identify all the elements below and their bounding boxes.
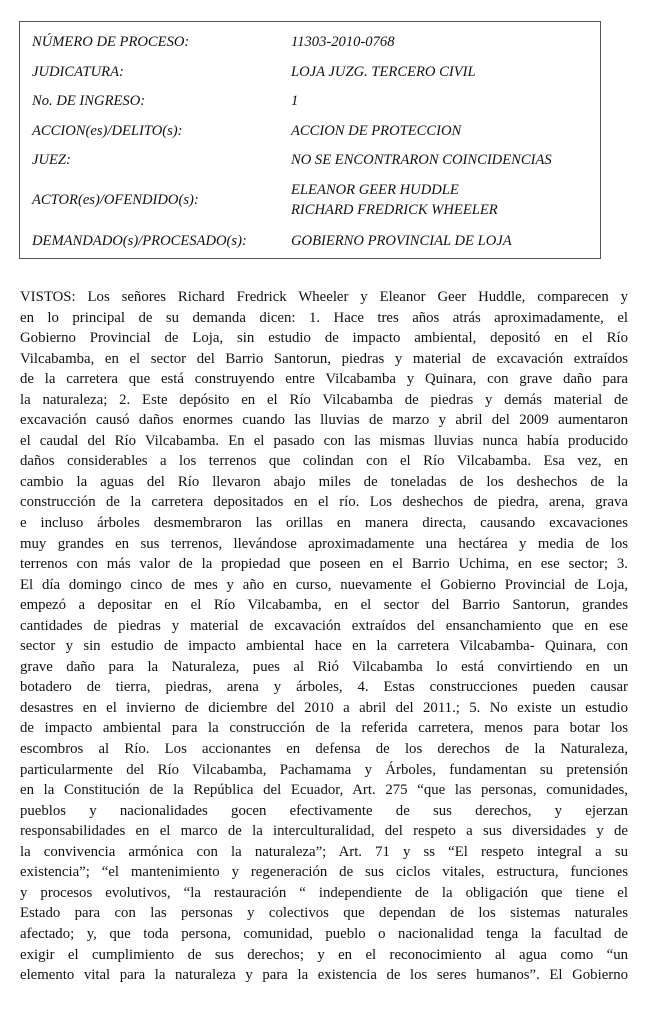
case-value-line: 11303-2010-0768: [291, 34, 395, 50]
case-value-line: 1: [291, 93, 299, 109]
case-header-box: [19, 21, 601, 259]
case-value: [291, 121, 461, 141]
case-label: NÚMERO DE PROCESO:: [32, 34, 190, 50]
case-value-line: ELEANOR GEER HUDDLE: [291, 182, 459, 198]
case-value: [291, 62, 476, 82]
case-value-line: RICHARD FREDRICK WHEELER: [291, 202, 498, 218]
case-value-line: GOBIERNO PROVINCIAL DE LOJA: [291, 233, 512, 249]
case-label: ACCION(es)/DELITO(s):: [32, 123, 183, 139]
case-label: ACTOR(es)/OFENDIDO(s):: [32, 192, 199, 208]
case-value: [291, 150, 552, 170]
case-value: [291, 32, 395, 52]
case-value-line: NO SE ENCONTRARON COINCIDENCIAS: [291, 152, 552, 168]
case-value: [291, 231, 512, 251]
case-value: [291, 180, 498, 220]
case-label: JUEZ:: [32, 152, 71, 168]
case-label: JUDICATURA:: [32, 64, 124, 80]
case-label: DEMANDADO(s)/PROCESADO(s):: [32, 233, 247, 249]
case-value-line: ACCION DE PROTECCION: [291, 123, 462, 139]
case-value: [291, 91, 298, 111]
case-value-line: LOJA JUZG. TERCERO CIVIL: [291, 64, 476, 80]
ruling-body-text: VISTOS: Los señores Richard Fredrick Wheeler y Eleanor Geer Huddle, comparecen y en lo principal de su demanda dicen: 1. Hace tres años atrás aproximadamente, el Gobierno Provincial de Loja, sin estudio de impacto ambiental, depositó en el Río Vilcabamba, en el sector del Barrio Santorun, piedras y material de excavación extraídos de la carretera que está construyendo entre Vilcabamba y Quinara, con grave daño para la naturaleza; 2. Este depósito en el Río Vilcabamba de piedras y demás material de excavación causó daños enormes cuando las lluvias de marzo y abril del 2009 aumentaron el caudal del Río Vilcabamba. En el pasado con las mismas lluvias nunca había producido daños considerables a los terrenos que colindan con el Río Vilcabamba. Esa vez, en cambio la aguas del Río llevaron abajo miles de toneladas de los deshechos de la construcción de la carretera depositados en el río. Los deshechos de piedra, arena, grava e incluso árboles desmembraron las orillas en manera directa, causando excavaciones muy grandes en sus terrenos, llevándose aproximadamente una hectárea y media de los terrenos con más valor de la propiedad que poseen en el Barrio Uchima, en ese sector; 3. El día domingo cinco de mes y año en curso, nuevamente el Gobierno Provincial de Loja, empezó a depositar en el Río Vilcabamba, en el sector del Barrio Santorun, grandes cantidades de piedras y material de excavación extraídos del ensanchamiento que en ese sector y sin estudio de impacto ambiental hace en la carretera Vilcabamba- Quinara, con grave daño para la Naturaleza, pues al Rió Vilcabamba lo está convirtiendo en un botadero de tierra, piedras, arena y árboles, 4. Estas construcciones pueden causar desastres en el invierno de diciembre del 2010 a abril del 2011.; 5. No existe un estudio de impacto ambiental para la construcción de la referida carretera, menos para botar los escombros al Río. Los accionantes en defensa de los derechos de la Naturaleza, particularmente del Río Vilcabamba, Pachamama y Árboles, fundamentan su pretensión en la Constitución de la República del Ecuador, Art. 275 “que las personas, comunidades, pueblos y nacionalidades gocen efectivamente de sus derechos, y ejerzan responsabilidades en el marco de la interculturalidad, del respeto a sus diversidades y de la convivencia armónica con la naturaleza”; Art. 71 y ss “El respeto integral a su existencia”; “el mantenimiento y regeneración de sus ciclos vitales, estructura, funciones y procesos evolutivos, “la restauración “ independiente de la obligación que tiene el Estado para con las personas y colectivos que dependan de los sistemas naturales afectado; y, que toda persona, comunidad, pueblo o nacionalidad tenga la facultad de exigir el cumplimiento de sus derechos; y en el reconocimiento al agua como “un elemento vital para la naturaleza y para la existencia de los seres humanos”. El Gobierno: [20, 289, 628, 984]
case-label: No. DE INGRESO:: [32, 93, 146, 109]
